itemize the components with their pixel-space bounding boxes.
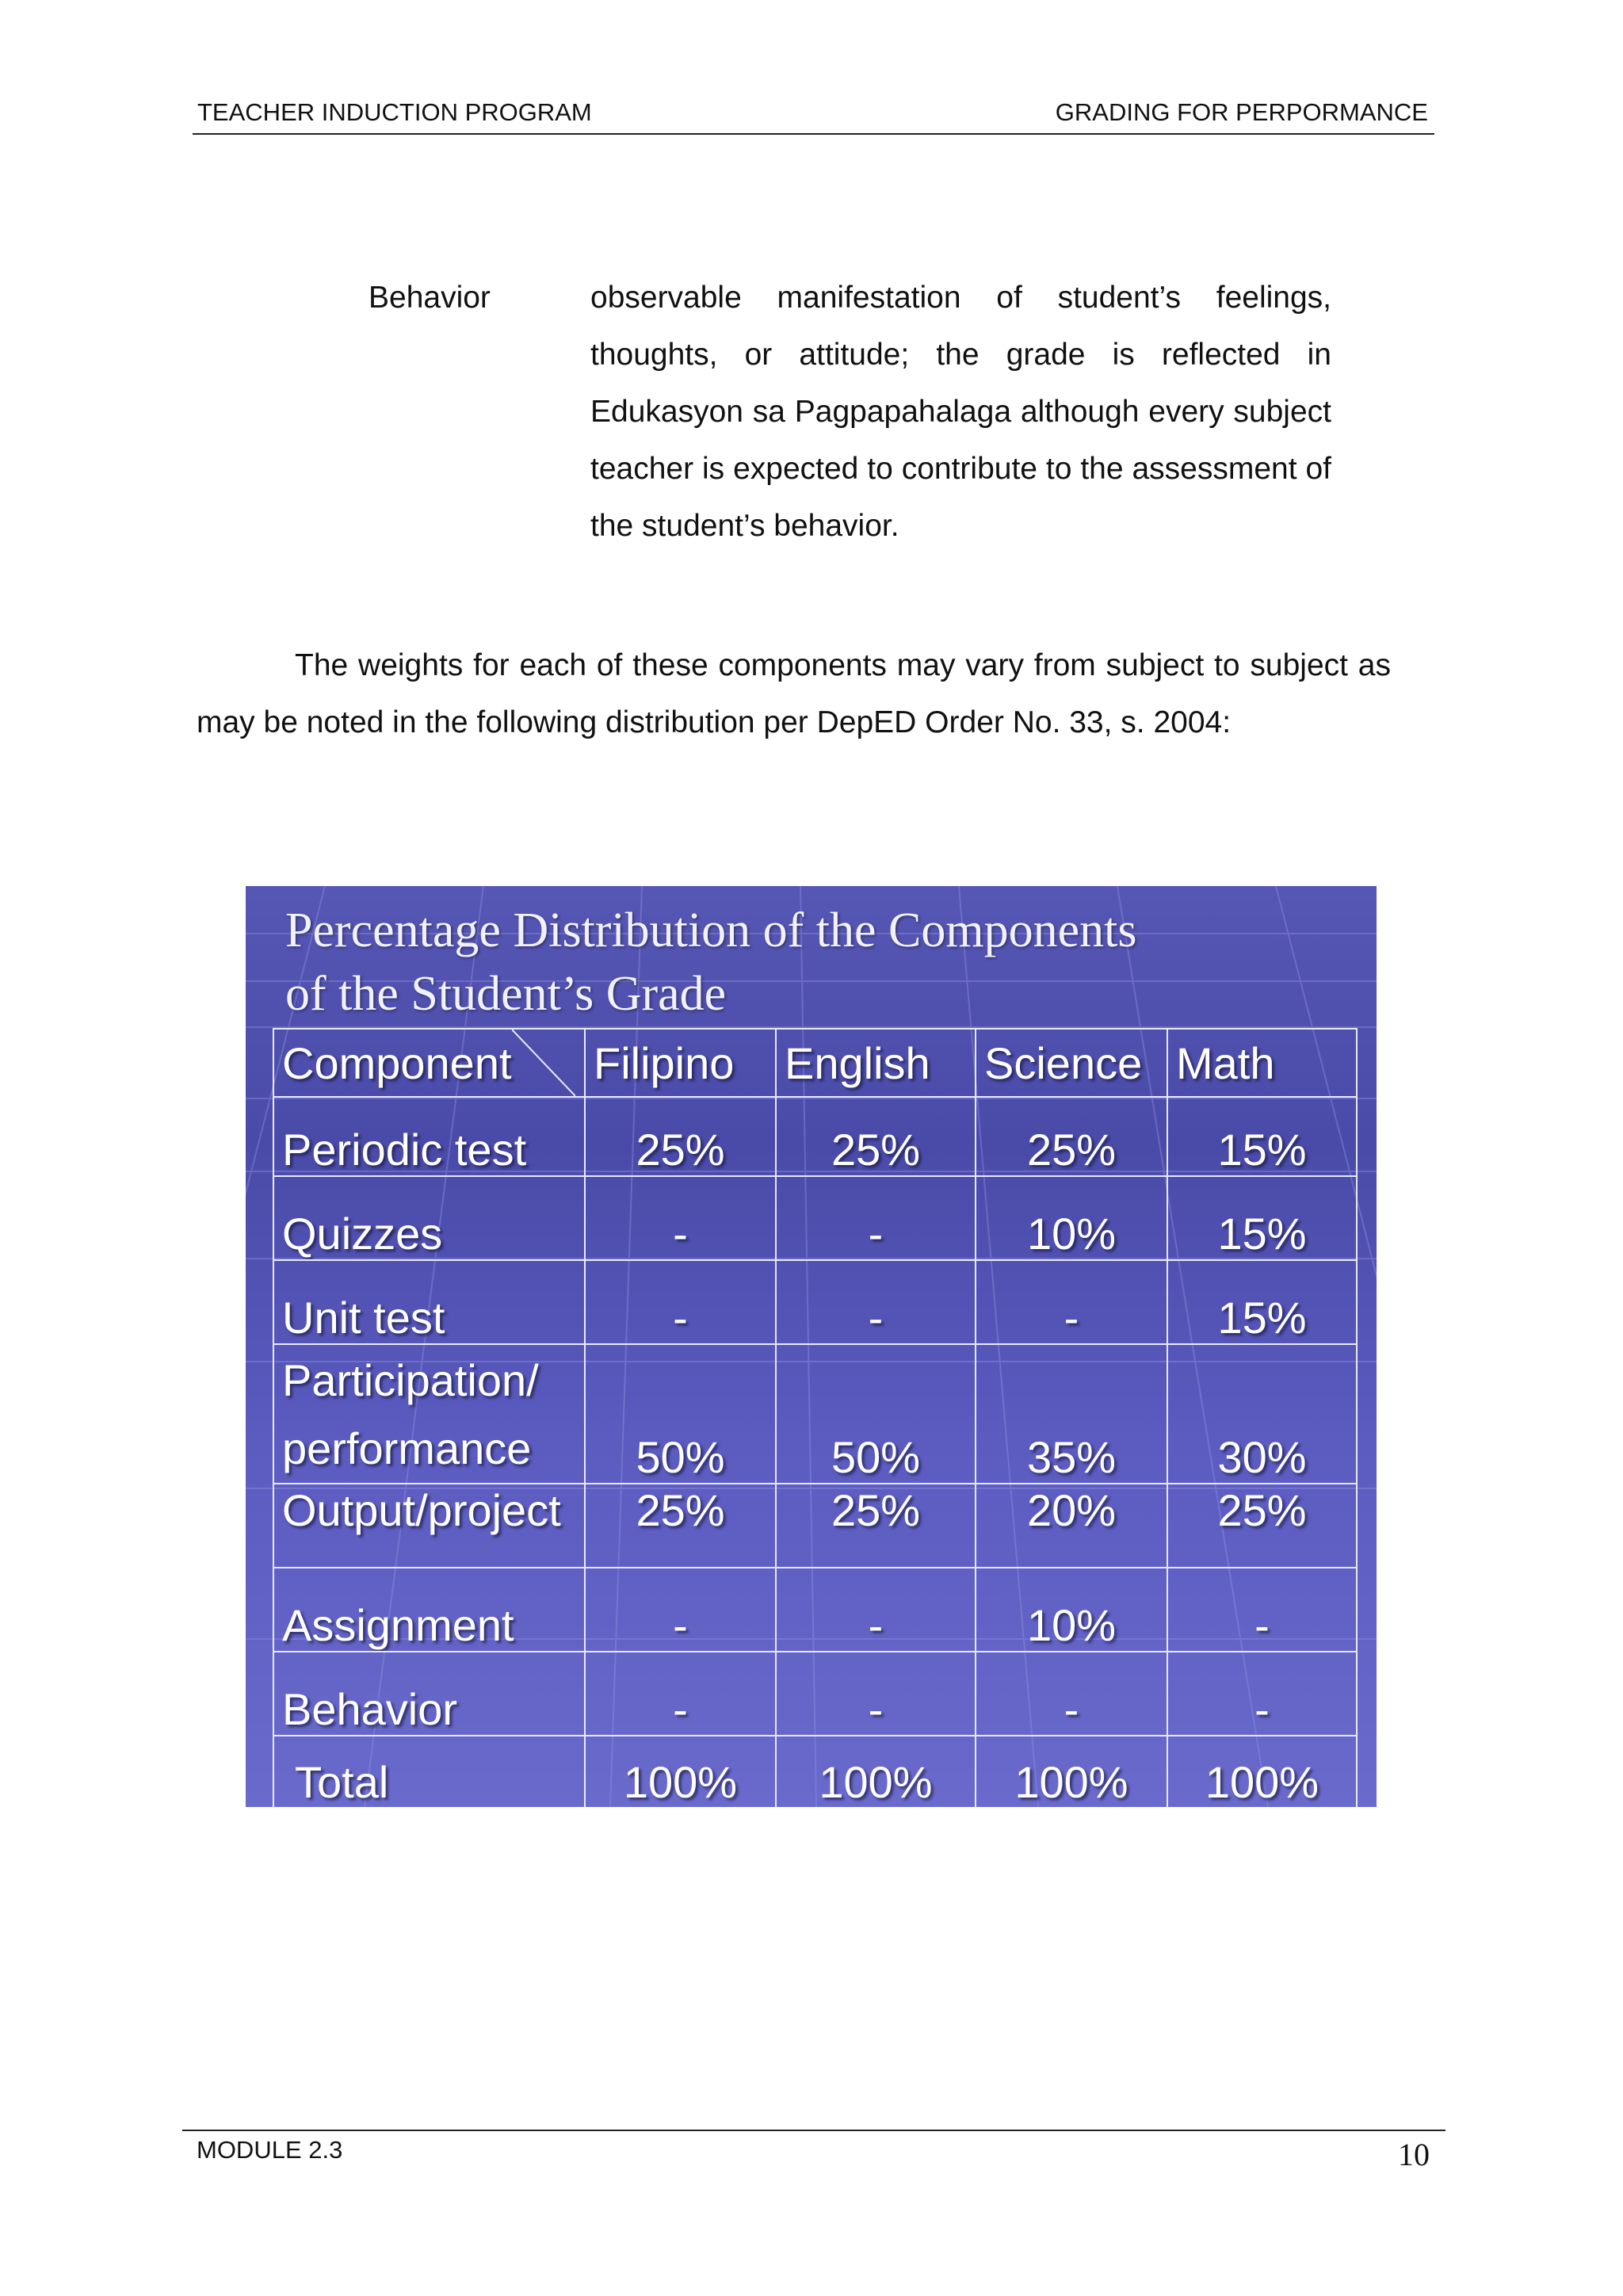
table-total-row — [273, 1736, 1357, 1807]
cell-value: - — [776, 1652, 976, 1736]
row-label: Quizzes — [273, 1176, 585, 1260]
header-section-title: GRADING FOR PERPORMANCE — [1055, 98, 1428, 126]
footer-module-label: MODULE 2.3 — [197, 2136, 343, 2164]
col-header-english: English — [776, 1029, 976, 1097]
row-label: Unit test — [273, 1260, 585, 1344]
cell-value: 25% — [776, 1097, 976, 1176]
table-row — [273, 1097, 1357, 1176]
cell-value: 25% — [1167, 1484, 1357, 1568]
col-header-component: Component — [273, 1029, 585, 1097]
table-row — [273, 1344, 1357, 1484]
cell-value: 100% — [776, 1736, 976, 1807]
intro-paragraph — [197, 637, 1391, 751]
cell-value: 25% — [585, 1484, 776, 1568]
cell-value: - — [585, 1260, 776, 1344]
row-label: Output/project — [273, 1484, 585, 1568]
distribution-table — [273, 1028, 1358, 1807]
table-row — [273, 1652, 1357, 1736]
page-header — [193, 95, 1434, 135]
table-row — [273, 1260, 1357, 1344]
col-header-science: Science — [976, 1029, 1167, 1097]
cell-value: 35% — [976, 1344, 1167, 1484]
definition-text: observable manifestation of student’s feelings, thoughts, or attitude; the grade is reflected in Edukasyon sa Pagpapahalaga although every subject teacher is expected to contribute to the assessment of the student’s behavior. — [590, 281, 1331, 543]
row-label-total: Total — [273, 1736, 585, 1807]
cell-value: - — [585, 1652, 776, 1736]
cell-value: - — [585, 1176, 776, 1260]
header-diagonal-line — [512, 1030, 575, 1096]
cell-value: 20% — [976, 1484, 1167, 1568]
cell-value: 100% — [976, 1736, 1167, 1807]
row-label: Behavior — [273, 1652, 585, 1736]
distribution-slide-image — [246, 886, 1377, 1807]
cell-value: 50% — [585, 1344, 776, 1484]
cell-value: 30% — [1167, 1344, 1357, 1484]
cell-value: - — [585, 1568, 776, 1652]
page-number: 10 — [1398, 2137, 1430, 2172]
table-row — [273, 1568, 1357, 1652]
row-label: Participation/ performance — [273, 1344, 585, 1484]
table-row — [273, 1176, 1357, 1260]
cell-value: - — [1167, 1652, 1357, 1736]
header-program-title: TEACHER INDUCTION PROGRAM — [197, 98, 592, 126]
cell-value: 50% — [776, 1344, 976, 1484]
cell-value: 15% — [1167, 1260, 1357, 1344]
cell-value: - — [1167, 1568, 1357, 1652]
intro-paragraph-text: The weights for each of these components may vary from subject to subject as may be noted in the following distribution per DepED Order No. 33, s. 2004: — [197, 648, 1391, 739]
cell-value: 15% — [1167, 1176, 1357, 1260]
cell-value: - — [776, 1568, 976, 1652]
table-header-row — [273, 1029, 1357, 1097]
cell-value: 10% — [976, 1568, 1167, 1652]
cell-value: - — [976, 1260, 1167, 1344]
cell-value: - — [776, 1260, 976, 1344]
cell-value: - — [976, 1652, 1167, 1736]
cell-value: - — [776, 1176, 976, 1260]
definition-term: Behavior — [369, 281, 491, 315]
cell-value: 100% — [1167, 1736, 1357, 1807]
cell-value: 15% — [1167, 1097, 1357, 1176]
cell-value: 25% — [976, 1097, 1167, 1176]
col-header-filipino: Filipino — [585, 1029, 776, 1097]
row-label: Periodic test — [273, 1097, 585, 1176]
cell-value: 25% — [585, 1097, 776, 1176]
row-label: Assignment — [273, 1568, 585, 1652]
cell-value: 10% — [976, 1176, 1167, 1260]
cell-value: 25% — [776, 1484, 976, 1568]
cell-value: 100% — [585, 1736, 776, 1807]
page-footer — [182, 2130, 1445, 2179]
table-row — [273, 1484, 1357, 1568]
col-header-math: Math — [1167, 1029, 1357, 1097]
slide-title: Percentage Distribution of the Components of the Student’s Grade — [285, 904, 1137, 1021]
